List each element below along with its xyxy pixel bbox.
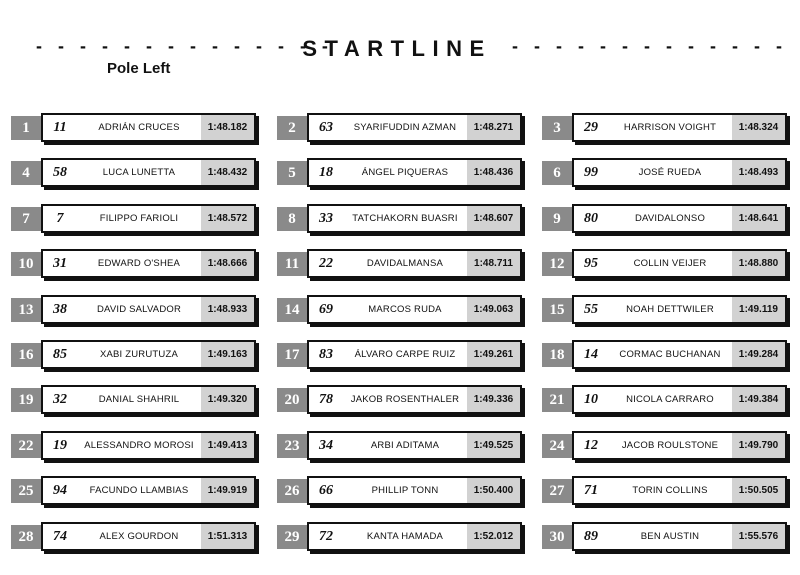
- grid-entry: [277, 522, 523, 552]
- rider-number: 80: [584, 210, 598, 226]
- grid-position: 12: [542, 252, 572, 276]
- grid-entry: [542, 295, 788, 325]
- rider-card: [41, 431, 256, 460]
- rider-number: 32: [53, 391, 67, 407]
- grid-position: 16: [11, 343, 41, 367]
- grid-entry: [11, 522, 257, 552]
- rider-name: ÁLVARO CARPE RUIZ: [354, 349, 456, 360]
- grid-entry: [542, 158, 788, 188]
- rider-name: MARCOS RUDA: [368, 304, 442, 315]
- grid-entry: [11, 385, 257, 415]
- grid-entry: [542, 385, 788, 415]
- grid-entry: [542, 249, 788, 279]
- rider-name: DAVIDALMANSA: [366, 258, 444, 269]
- rider-card: [572, 385, 787, 414]
- grid-position: 9: [542, 207, 572, 231]
- rider-name: NOAH DETTWILER: [626, 304, 714, 315]
- grid-position: 6: [542, 161, 572, 185]
- rider-card: [41, 522, 256, 551]
- rider-name: TATCHAKORN BUASRI: [352, 213, 458, 224]
- rider-name: EDWARD O'SHEA: [97, 258, 181, 269]
- rider-number: 29: [584, 119, 598, 135]
- lap-time: 1:49.320: [201, 387, 254, 412]
- rider-card: [41, 340, 256, 369]
- rider-number: 7: [56, 210, 64, 226]
- rider-name: ALEX GOURDON: [99, 531, 179, 542]
- rider-card: [572, 340, 787, 369]
- lap-time: 1:48.324: [732, 115, 785, 140]
- rider-card: [572, 158, 787, 187]
- rider-number: 55: [584, 301, 598, 317]
- rider-number: 34: [319, 437, 333, 453]
- lap-time: 1:48.436: [467, 160, 520, 185]
- rider-number: 10: [584, 391, 598, 407]
- grid-entry: [277, 295, 523, 325]
- rider-name: DAVIDALONSO: [634, 213, 706, 224]
- rider-number: 22: [319, 255, 333, 271]
- grid-entry: [11, 476, 257, 506]
- rider-name: JACOB ROULSTONE: [621, 440, 719, 451]
- lap-time: 1:49.525: [467, 433, 520, 458]
- grid-entry: [11, 340, 257, 370]
- lap-time: 1:49.384: [732, 387, 785, 412]
- lap-time: 1:49.284: [732, 342, 785, 367]
- grid-position: 2: [277, 116, 307, 140]
- lap-time: 1:49.413: [201, 433, 254, 458]
- rider-card: [41, 476, 256, 505]
- grid-entry: [11, 158, 257, 188]
- lap-time: 1:52.012: [467, 524, 520, 549]
- rider-name: COLLIN VEIJER: [633, 258, 707, 269]
- lap-time: 1:49.261: [467, 342, 520, 367]
- grid-position: 11: [277, 252, 307, 276]
- grid-entry: [277, 249, 523, 279]
- rider-card: [572, 522, 787, 551]
- lap-time: 1:49.790: [732, 433, 785, 458]
- rider-name: DANIAL SHAHRIL: [98, 394, 180, 405]
- grid-entry: [11, 249, 257, 279]
- rider-name: DAVID SALVADOR: [96, 304, 182, 315]
- grid-entry: [277, 204, 523, 234]
- dashed-rule-right: - - - - - - - - - - - - -: [512, 36, 788, 56]
- grid-entry: [11, 204, 257, 234]
- grid-position: 17: [277, 343, 307, 367]
- grid-entry: [277, 385, 523, 415]
- lap-time: 1:55.576: [732, 524, 785, 549]
- rider-card: [307, 204, 522, 233]
- rider-number: 14: [584, 346, 598, 362]
- rider-card: [307, 158, 522, 187]
- rider-number: 94: [53, 482, 67, 498]
- rider-number: 66: [319, 482, 333, 498]
- grid-entry: [11, 295, 257, 325]
- rider-name: JAKOB ROSENTHALER: [350, 394, 460, 405]
- rider-name: ÁNGEL PIQUERAS: [361, 167, 449, 178]
- lap-time: 1:50.505: [732, 478, 785, 503]
- rider-number: 89: [584, 528, 598, 544]
- grid-position: 18: [542, 343, 572, 367]
- rider-card: [572, 431, 787, 460]
- grid-entry: [542, 204, 788, 234]
- lap-time: 1:48.271: [467, 115, 520, 140]
- rider-number: 58: [53, 164, 67, 180]
- rider-name: FILIPPO FARIOLI: [99, 213, 179, 224]
- rider-card: [572, 295, 787, 324]
- rider-number: 31: [53, 255, 67, 271]
- grid-position: 5: [277, 161, 307, 185]
- grid-entry: [277, 476, 523, 506]
- rider-name: BEN AUSTIN: [640, 531, 700, 542]
- rider-card: [41, 385, 256, 414]
- grid-position: 20: [277, 388, 307, 412]
- rider-number: 18: [319, 164, 333, 180]
- lap-time: 1:49.119: [732, 297, 785, 322]
- rider-number: 78: [319, 391, 333, 407]
- grid-entry: [11, 431, 257, 461]
- rider-number: 63: [319, 119, 333, 135]
- rider-name: LUCA LUNETTA: [102, 167, 176, 178]
- lap-time: 1:49.063: [467, 297, 520, 322]
- lap-time: 1:48.641: [732, 206, 785, 231]
- rider-card: [41, 158, 256, 187]
- grid-position: 22: [11, 434, 41, 458]
- rider-number: 11: [53, 119, 67, 135]
- grid-position: 30: [542, 525, 572, 549]
- lap-time: 1:48.493: [732, 160, 785, 185]
- lap-time: 1:49.336: [467, 387, 520, 412]
- rider-name: HARRISON VOIGHT: [623, 122, 717, 133]
- rider-number: 71: [584, 482, 598, 498]
- rider-card: [307, 249, 522, 278]
- grid-entry: [277, 431, 523, 461]
- rider-name: KANTA HAMADA: [366, 531, 444, 542]
- rider-name: PHILLIP TONN: [371, 485, 439, 496]
- grid-position: 4: [11, 161, 41, 185]
- page-title: STARTLINE: [302, 36, 492, 61]
- grid-entry: [277, 340, 523, 370]
- rider-number: 33: [319, 210, 333, 226]
- rider-card: [307, 522, 522, 551]
- rider-number: 99: [584, 164, 598, 180]
- rider-card: [307, 431, 522, 460]
- grid-position: 13: [11, 298, 41, 322]
- grid-position: 19: [11, 388, 41, 412]
- lap-time: 1:48.933: [201, 297, 254, 322]
- rider-number: 19: [53, 437, 67, 453]
- grid-position: 26: [277, 479, 307, 503]
- rider-name: XABI ZURUTUZA: [99, 349, 179, 360]
- grid-position: 29: [277, 525, 307, 549]
- rider-name: NICOLA CARRARO: [626, 394, 714, 405]
- rider-card: [41, 113, 256, 142]
- grid-entry: [277, 158, 523, 188]
- rider-number: 72: [319, 528, 333, 544]
- lap-time: 1:51.313: [201, 524, 254, 549]
- grid-position: 15: [542, 298, 572, 322]
- rider-card: [41, 295, 256, 324]
- rider-number: 38: [53, 301, 67, 317]
- grid-position: 24: [542, 434, 572, 458]
- grid-position: 28: [11, 525, 41, 549]
- rider-name: CORMAC BUCHANAN: [619, 349, 721, 360]
- subtitle: Pole Left: [107, 60, 171, 77]
- grid-entry: [542, 431, 788, 461]
- lap-time: 1:50.400: [467, 478, 520, 503]
- dashed-rule-left: - - - - - - - - - - - - - -: [36, 36, 334, 56]
- rider-card: [41, 249, 256, 278]
- lap-time: 1:48.572: [201, 206, 254, 231]
- rider-number: 69: [319, 301, 333, 317]
- grid-position: 3: [542, 116, 572, 140]
- rider-name: ADRIÁN CRUCES: [98, 122, 180, 133]
- rider-name: ARBI ADITAMA: [370, 440, 440, 451]
- grid-position: 23: [277, 434, 307, 458]
- grid-entry: [277, 113, 523, 143]
- grid-position: 21: [542, 388, 572, 412]
- lap-time: 1:48.666: [201, 251, 254, 276]
- lap-time: 1:48.711: [467, 251, 520, 276]
- grid-entry: [11, 113, 257, 143]
- rider-card: [41, 204, 256, 233]
- rider-name: ALESSANDRO MOROSI: [84, 440, 194, 451]
- grid-entry: [542, 522, 788, 552]
- lap-time: 1:48.432: [201, 160, 254, 185]
- rider-name: SYARIFUDDIN AZMAN: [353, 122, 457, 133]
- rider-card: [572, 476, 787, 505]
- rider-number: 85: [53, 346, 67, 362]
- lap-time: 1:48.607: [467, 206, 520, 231]
- lap-time: 1:49.919: [201, 478, 254, 503]
- lap-time: 1:48.182: [201, 115, 254, 140]
- rider-name: TORIN COLLINS: [632, 485, 708, 496]
- rider-card: [572, 204, 787, 233]
- rider-number: 83: [319, 346, 333, 362]
- rider-name: JOSÉ RUEDA: [638, 167, 702, 178]
- rider-card: [572, 249, 787, 278]
- rider-card: [307, 340, 522, 369]
- grid-position: 1: [11, 116, 41, 140]
- rider-card: [572, 113, 787, 142]
- grid-position: 14: [277, 298, 307, 322]
- rider-number: 74: [53, 528, 67, 544]
- rider-number: 12: [584, 437, 598, 453]
- grid-position: 27: [542, 479, 572, 503]
- grid-entry: [542, 340, 788, 370]
- grid-entry: [542, 113, 788, 143]
- rider-card: [307, 476, 522, 505]
- grid-position: 7: [11, 207, 41, 231]
- lap-time: 1:48.880: [732, 251, 785, 276]
- grid-position: 25: [11, 479, 41, 503]
- rider-number: 95: [584, 255, 598, 271]
- rider-card: [307, 295, 522, 324]
- grid-position: 8: [277, 207, 307, 231]
- grid-position: 10: [11, 252, 41, 276]
- rider-name: FACUNDO LLAMBIAS: [89, 485, 189, 496]
- lap-time: 1:49.163: [201, 342, 254, 367]
- rider-card: [307, 113, 522, 142]
- rider-card: [307, 385, 522, 414]
- grid-entry: [542, 476, 788, 506]
